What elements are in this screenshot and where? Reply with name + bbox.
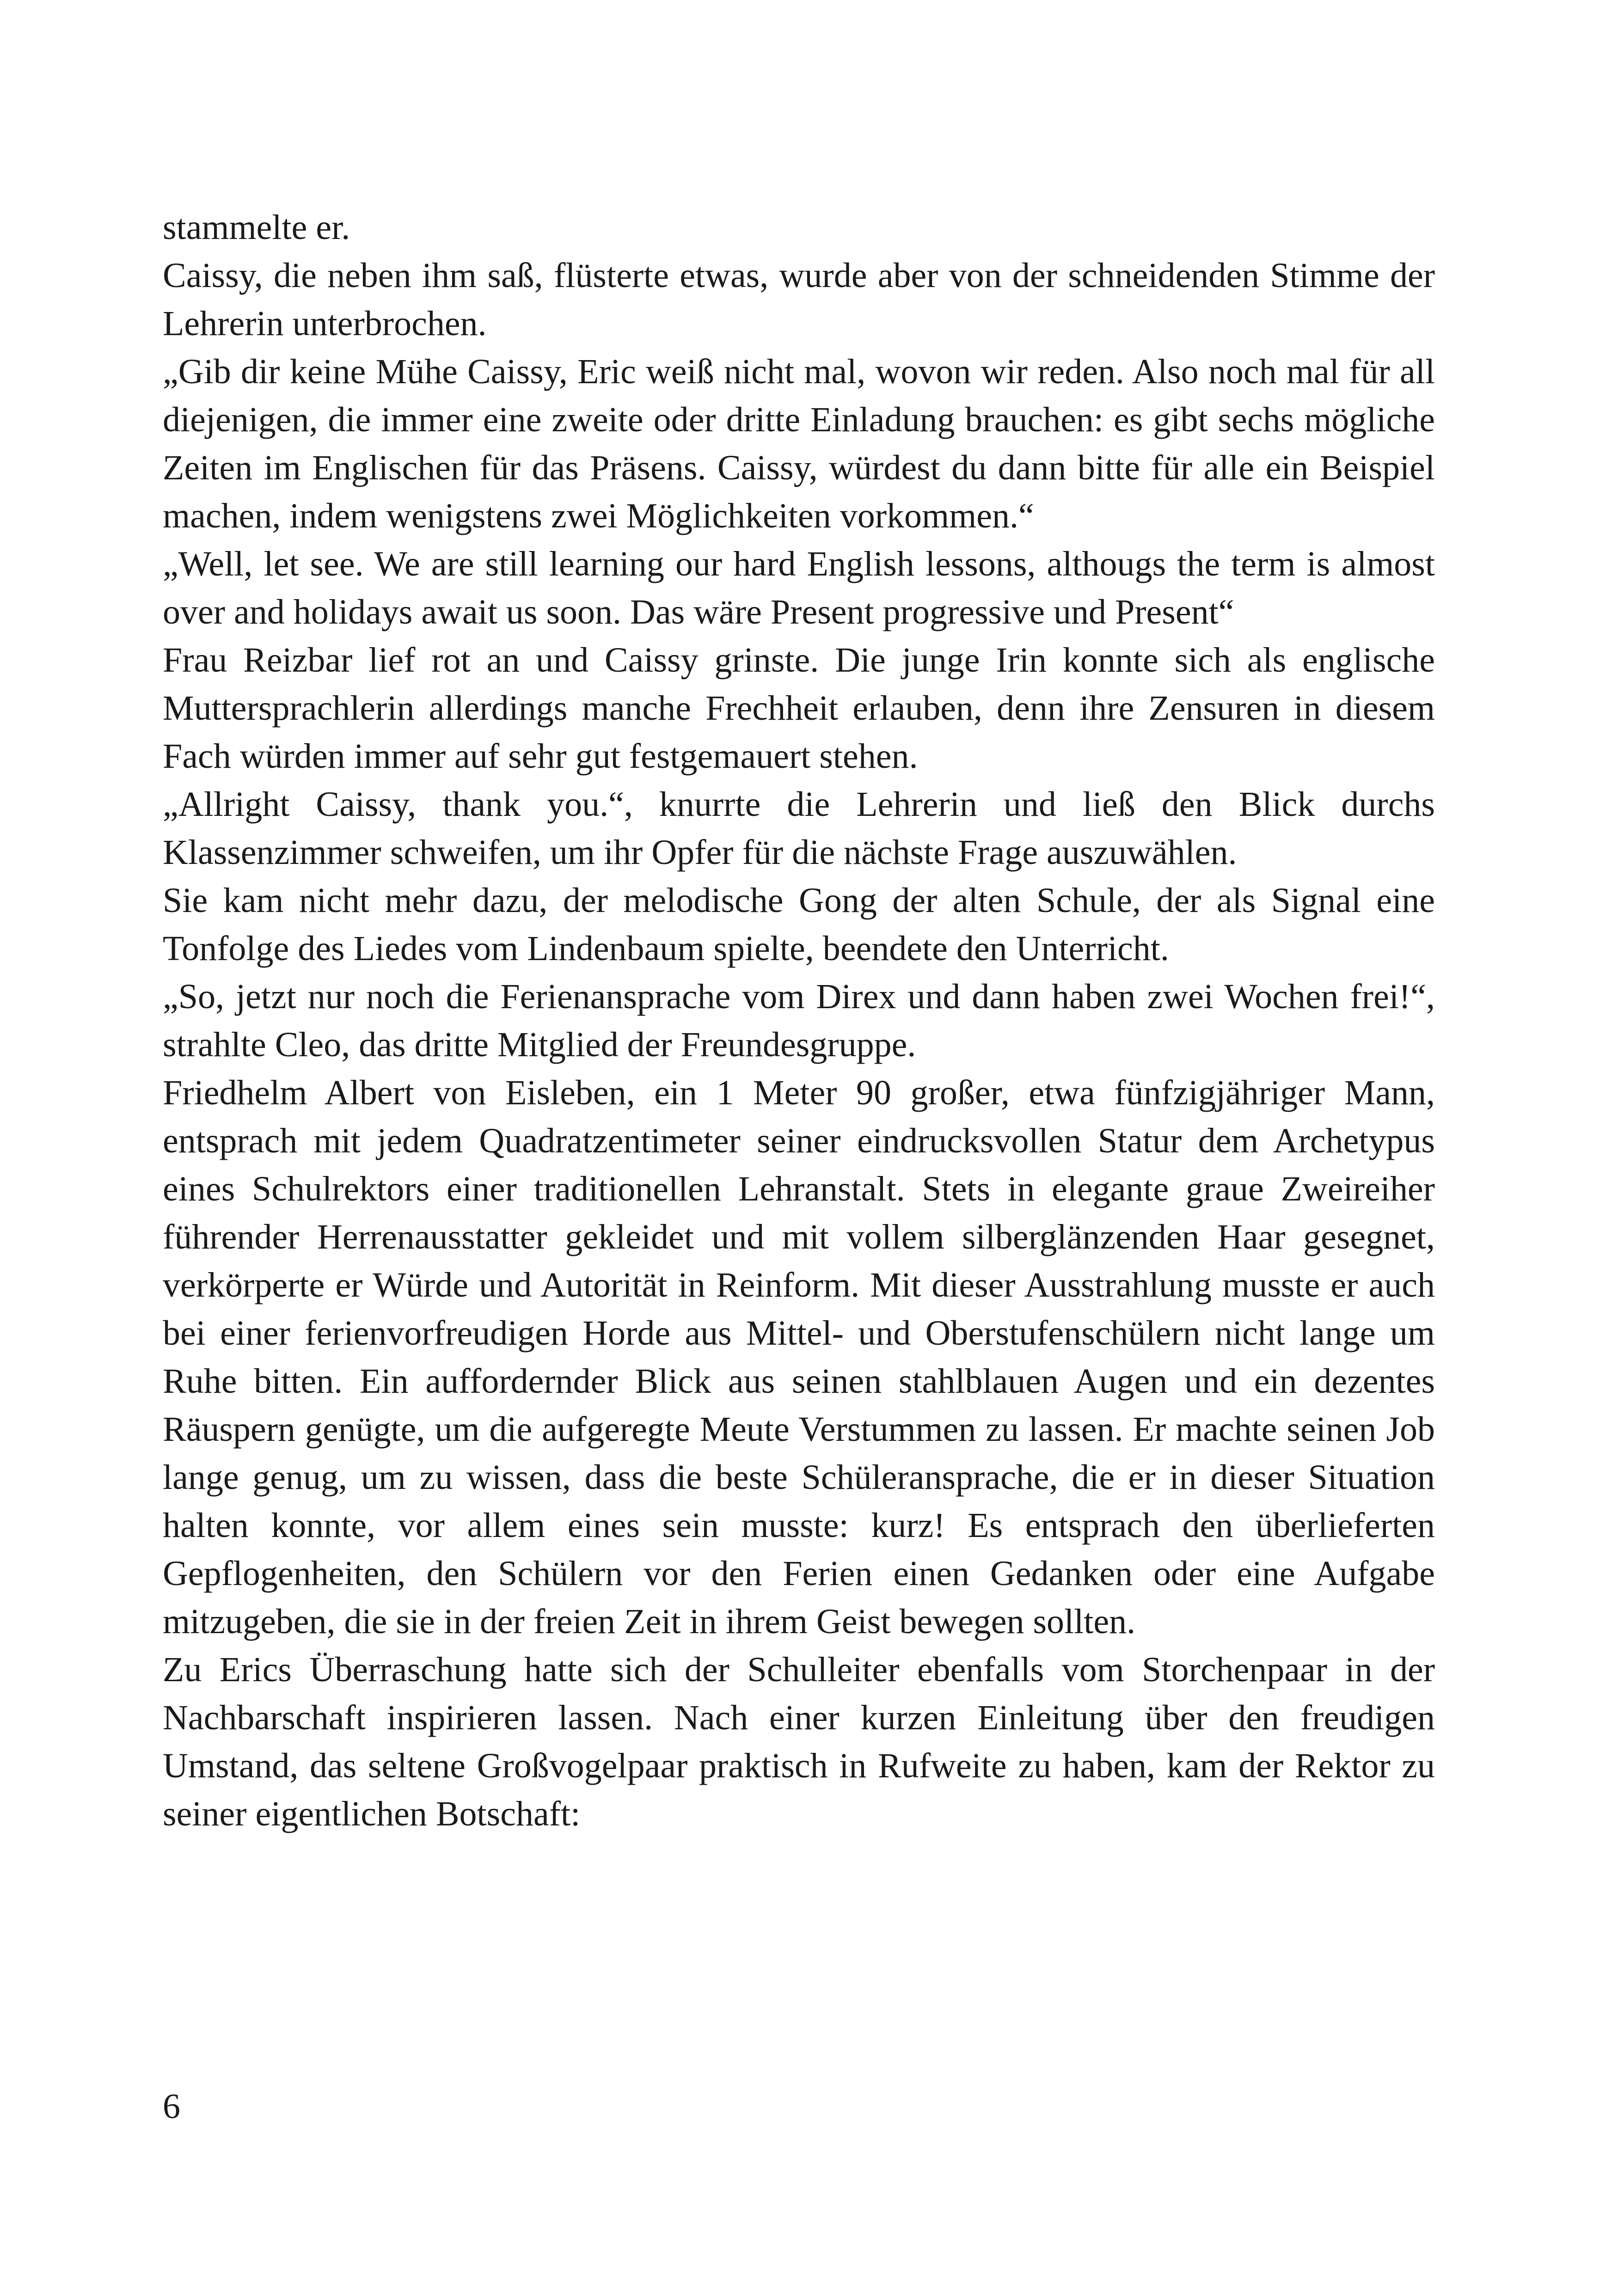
paragraph-caissy-answer: „Well, let see. We are still learning our hard English lessons, althougs the term is almost over and holidays await us soon. Das wäre Present progressive und Present“: [163, 545, 1435, 631]
paragraph-cleo: „So, jetzt nur noch die Ferienansprache vom Direx und dann haben zwei Wochen frei!“, strahlte Cleo, das dritte Mitglied der Freundesgruppe.: [163, 977, 1435, 1064]
paragraph-school-gong: Sie kam nicht mehr dazu, der melodische Gong der alten Schule, der als Signal eine Tonfolge des Liedes vom Lindenbaum spielte, beendete den Unterricht.: [163, 881, 1435, 968]
paragraph-continuation: stammelte er.: [163, 208, 350, 247]
page-number: 6: [163, 2087, 180, 2126]
body-text: [163, 203, 1435, 1838]
paragraph-storks: Zu Erics Überraschung hatte sich der Schulleiter ebenfalls vom Storchenpaar in der Nachbarschaft inspirieren lassen. Nach einer kurzen Einleitung über den freudigen Umstand, das seltene Großvogelpaar praktisch in Rufweite zu haben, kam der Rektor zu seiner eigentlichen Botschaft:: [163, 1650, 1435, 1833]
paragraph-principal: Friedhelm Albert von Eisleben, ein 1 Meter 90 großer, etwa fünfzigjähriger Mann, entsprach mit jedem Quadratzentimeter seiner eindrucksvollen Statur dem Archetypus eines Schulrektors einer traditionellen Lehranstalt. Stets in elegante graue Zweireiher führender Herrenausstatter gekleidet und mit vollem silberglänzenden Haar gesegnet, verkörperte er Würde und Autorität in Reinform. Mit dieser Ausstrahlung musste er auch bei einer ferienvorfreudigen Horde aus Mittel- und Oberstufenschülern nicht lange um Ruhe bitten. Ein auffordernder Blick aus seinen stahlblauen Augen und ein dezentes Räuspern genügte, um die aufgeregte Meute Verstummen zu lassen. Er machte seinen Job lange genug, um zu wissen, dass die beste Schüleransprache, die er in dieser Situation halten konnte, vor allem eines sein musste: kurz! Es entsprach den überlieferten Gepflogenheiten, den Schülern vor den Ferien einen Gedanken oder eine Aufgabe mitzugeben, die sie in der freien Zeit in ihrem Geist bewegen sollten.: [163, 1073, 1435, 1641]
paragraph-teacher-reply: „Allright Caissy, thank you.“, knurrte die Lehrerin und ließ den Blick durchs Klassenzimmer schweifen, um ihr Opfer für die nächste Frage auszuwählen.: [163, 785, 1435, 872]
paragraph-caissy-whisper: Caissy, die neben ihm saß, flüsterte etwas, wurde aber von der schneidenden Stimme der Lehrerin unterbrochen.: [163, 256, 1435, 343]
paragraph-teacher-question: „Gib dir keine Mühe Caissy, Eric weiß nicht mal, wovon wir reden. Also noch mal für all diejenigen, die immer eine zweite oder dritte Einladung brauchen: es gibt sechs mögliche Zeiten im Englischen für das Präsens. Caissy, würdest du dann bitte für alle ein Beispiel machen, indem wenigstens zwei Möglichkeiten vorkommen.“: [163, 352, 1435, 535]
paragraph-reizbar-reaction: Frau Reizbar lief rot an und Caissy grinste. Die junge Irin konnte sich als englische Muttersprachlerin allerdings manche Frechheit erlauben, denn ihre Zensuren in diesem Fach würden immer auf sehr gut festgemauert stehen.: [163, 641, 1435, 776]
